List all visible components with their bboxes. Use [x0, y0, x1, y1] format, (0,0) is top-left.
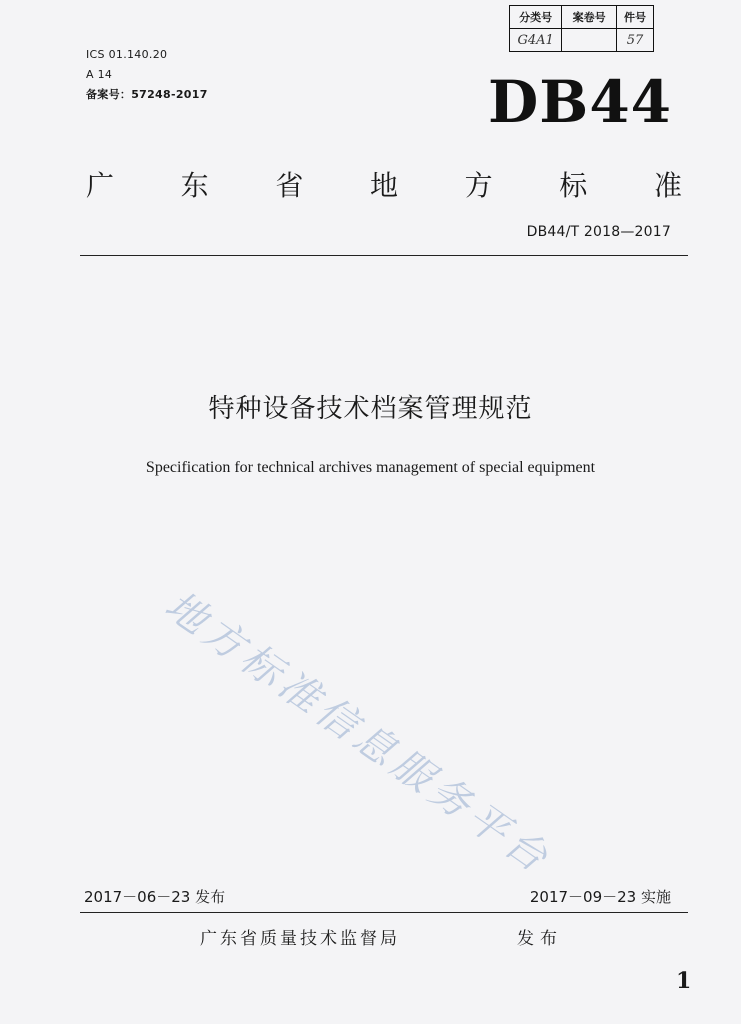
footer-divider: [80, 912, 688, 913]
standard-title-char: 地: [369, 169, 398, 202]
archive-stamp-box: [509, 5, 654, 57]
standard-type-title: [86, 168, 682, 208]
standard-title-char: 准: [653, 169, 682, 202]
watermark: 地方标准信息服务平台: [156, 582, 560, 884]
ics-code: ICS 01.140.20: [86, 48, 168, 61]
standard-title-char: 省: [275, 169, 304, 202]
title-chinese: 特种设备技术档案管理规范: [208, 394, 533, 424]
issuing-authority: 广东省质量技术监督局: [200, 929, 400, 949]
page-number: 1: [676, 968, 692, 994]
archive-value-category: G4A1: [510, 29, 562, 52]
db44-logo: DB44: [488, 68, 673, 136]
issue-date: 2017－06－23 发布: [84, 888, 226, 906]
archive-header-category: 分类号: [510, 6, 562, 29]
archive-header-item: 件号: [616, 6, 653, 29]
standard-number: DB44/T 2018—2017: [526, 224, 671, 240]
record-number: 备案号：57248-2017: [86, 88, 208, 101]
standard-title-char: 标: [559, 169, 588, 202]
issue-word: 发布: [517, 929, 563, 949]
standard-title-char: 东: [180, 169, 209, 202]
classification-code: A 14: [86, 68, 113, 81]
standard-title-char: 方: [464, 169, 493, 202]
implementation-date: 2017－09－23 实施: [529, 888, 671, 906]
archive-value-item: 57: [616, 29, 653, 52]
title-english: Specification for technical archives management of special equipment: [145, 459, 596, 476]
archive-header-volume: 案卷号: [562, 6, 617, 29]
archive-value-volume: [562, 29, 617, 52]
standard-title-char: 广: [86, 169, 115, 202]
header-divider: [80, 255, 688, 256]
